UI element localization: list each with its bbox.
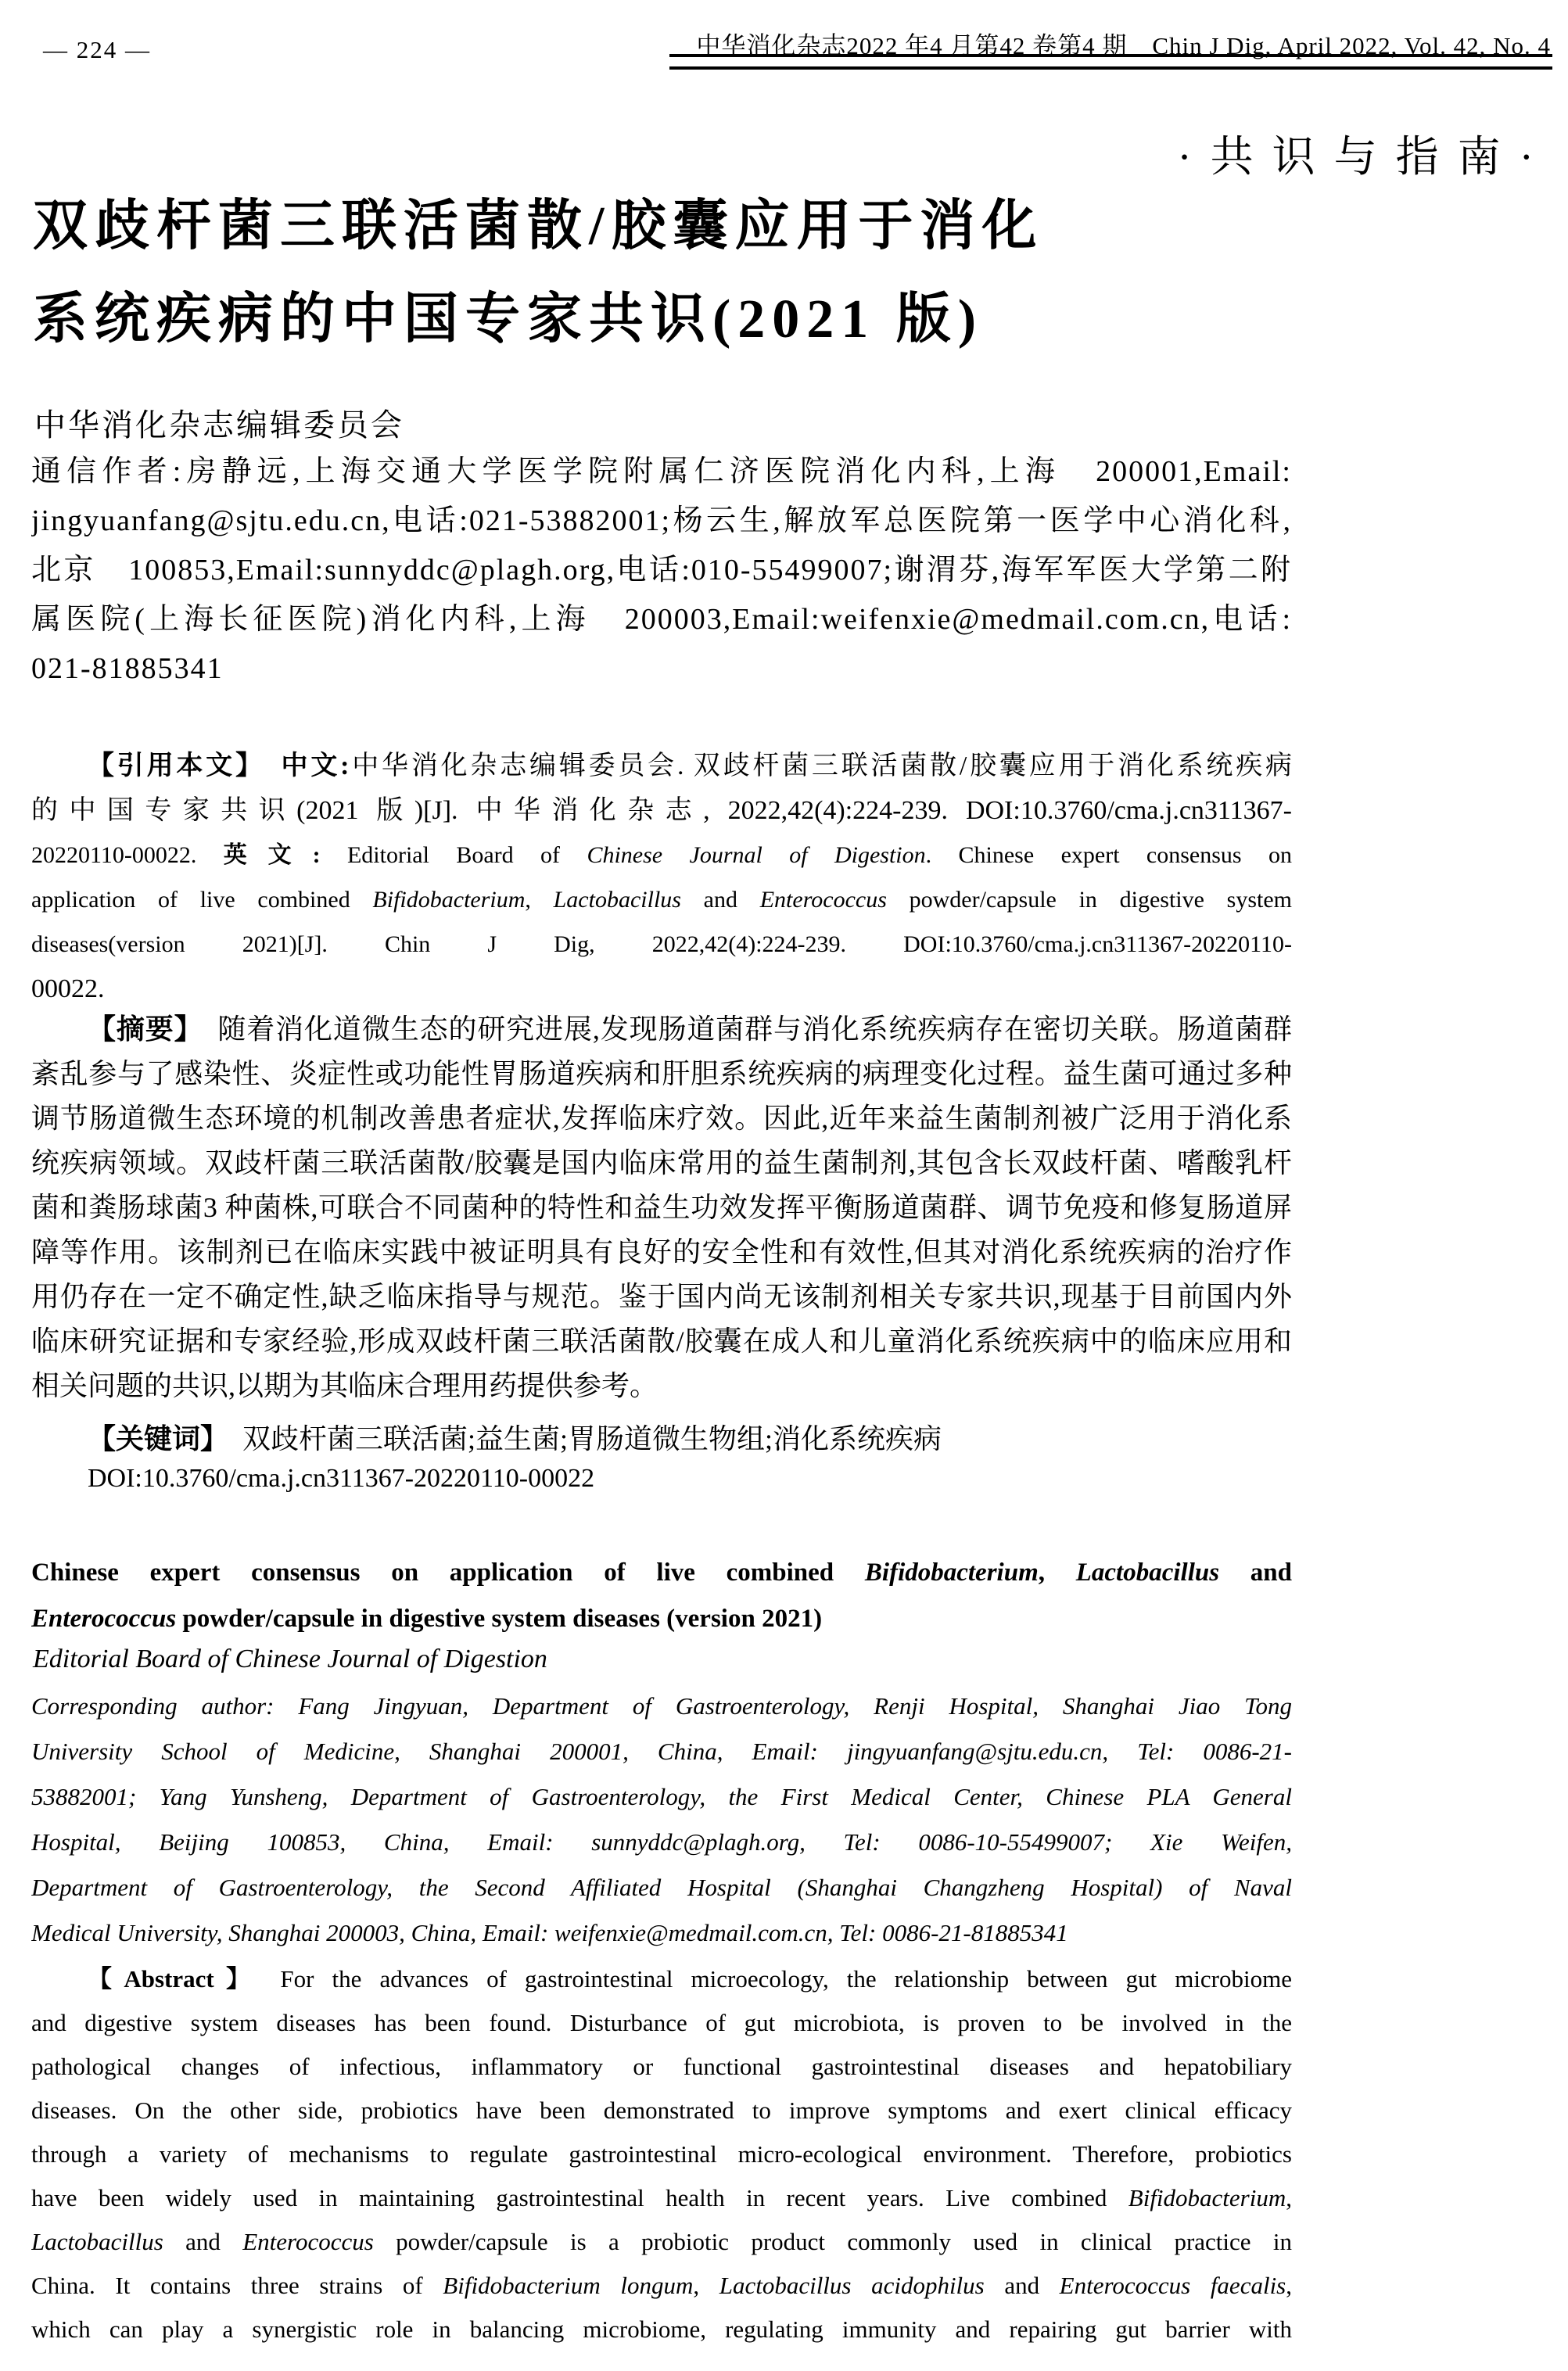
text-line: have been widely used in maintaining gastrointestinal health in recent years. Live combined Bifidobacterium, [31,2184,1292,2211]
text-line: 统疾病领域。双歧杆菌三联活菌散/胶囊是国内临床常用的益生菌制剂,其包含长双歧杆菌、嗜酸乳杆 [31,1147,1292,1178]
text-line: 【引用本文】 中文:中华消化杂志编辑委员会. 双歧杆菌三联活菌散/胶囊应用于消化系统疾病 [88,751,1292,780]
page-number: — 224 — [43,36,151,63]
text-line: 的中国专家共识(2021 版)[J]. 中华消化杂志, 2022,42(4):224-239. DOI:10.3760/cma.j.cn311367- [31,796,1292,825]
text-line: Medical University, Shanghai 200003, China, Email: weifenxie@medmail.com.cn, Tel: 0086-21-81885341 [31,1919,1068,1946]
text-line: Department of Gastroenterology, the Second Affiliated Hospital (Shanghai Changzheng Hospital) of Naval [31,1874,1292,1901]
text-line: 紊乱参与了感染性、炎症性或功能性胃肠道疾病和肝胆系统疾病的病理变化过程。益生菌可通过多种 [31,1058,1292,1089]
text-line: application of live combined Bifidobacterium, Lactobacillus and Enterococcus powder/capsule in digestive system [31,887,1292,913]
editorial-board-en: Editorial Board of Chinese Journal of Digestion [33,1645,547,1673]
text-line: Corresponding author: Fang Jingyuan, Department of Gastroenterology, Renji Hospital, Shanghai Jiao Tong [31,1692,1292,1720]
text-line: 用仍存在一定不确定性,缺乏临床指导与规范。鉴于国内尚无该制剂相关专家共识,现基于目前国内外 [31,1281,1292,1312]
text-line: diseases(version 2021)[J]. Chin J Dig, 2022,42(4):224-239. DOI:10.3760/cma.j.cn311367-20220110- [31,931,1292,957]
author-byline: 中华消化杂志编辑委员会 [34,407,404,443]
title-en-line: Chinese expert consensus on application of live combined Bifidobacterium, Lactobacillus and [31,1559,1292,1587]
correspondence-en [31,1684,1292,1956]
doi: DOI:10.3760/cma.j.cn311367-20220110-00022 [88,1464,595,1493]
text-line: 通信作者:房静远,上海交通大学医学院附属仁济医院消化内科,上海 200001,Email: [31,455,1292,488]
text-line: 53882001; Yang Yunsheng, Department of Gastroenterology, the First Medical Center, Chinese PLA General [31,1783,1292,1810]
text-line: Lactobacillus and Enterococcus powder/capsule is a probiotic product commonly used in clinical practice in [31,2228,1292,2255]
citation-block [31,744,1292,1011]
text-line: through a variety of mechanisms to regulate gastrointestinal micro-ecological environment. Therefore, probiotics [31,2140,1292,2168]
text-line: which can play a synergistic role in balancing microbiome, regulating immunity and repairing gut barrier with [31,2315,1292,2343]
text-line: China. It contains three strains of Bifidobacterium longum, Lactobacillus acidophilus and Enterococcus faecalis, [31,2272,1292,2299]
text-line: 20220110-00022. 英文: Editorial Board of Chinese Journal of Digestion. Chinese expert consensus on [31,842,1292,868]
text-line: 障等作用。该制剂已在临床实践中被证明具有良好的安全性和有效性,但其对消化系统疾病的治疗作 [31,1236,1292,1268]
title-line: 系统疾病的中国专家共识(2021 版) [33,289,984,350]
correspondence-cn [31,447,1292,694]
text-line: 【摘要】 随着消化道微生态的研究进展,发现肠道菌群与消化系统疾病存在密切关联。肠道菌群 [88,1013,1292,1045]
article-title [33,180,1043,366]
keywords-cn: 【关键词】 双歧杆菌三联活菌;益生菌;胃肠道微生物组;消化系统疾病 [88,1423,942,1455]
text-line: 021-81885341 [31,652,224,685]
abstract-en [31,1957,1292,2351]
title-en-line: Enterococcus powder/capsule in digestive system diseases (version 2021) [31,1605,823,1633]
text-line: and digestive system diseases has been found. Disturbance of gut microbiota, is proven to be involved in the [31,2009,1292,2036]
header-double-rule [669,54,1552,70]
text-line: 00022. [31,974,105,1003]
article-category: ·共识与指南· [1177,133,1552,181]
abstract-cn [31,1007,1292,1408]
text-line: jingyuanfang@sjtu.edu.cn,电话:021-53882001;杨云生,解放军总医院第一医学中心消化科, [31,504,1292,537]
text-line: University School of Medicine, Shanghai 200001, China, Email: jingyuanfang@sjtu.edu.cn, Tel: 0086-21- [31,1738,1292,1765]
text-line: diseases. On the other side, probiotics have been demonstrated to improve symptoms and exert clinical efficacy [31,2097,1292,2124]
text-line: 调节肠道微生态环境的机制改善患者症状,发挥临床疗效。因此,近年来益生菌制剂被广泛用于消化系 [31,1103,1292,1134]
article-title-en [31,1550,1292,1642]
text-line: 临床研究证据和专家经验,形成双歧杆菌三联活菌散/胶囊在成人和儿童消化系统疾病中的临床应用和 [31,1325,1292,1357]
text-line: Hospital, Beijing 100853, China, Email: sunnyddc@plagh.org, Tel: 0086-10-55499007; Xie Weifen, [31,1828,1292,1856]
text-line: 相关问题的共识,以期为其临床合理用药提供参考。 [31,1370,658,1401]
text-line: 属医院(上海长征医院)消化内科,上海 200003,Email:weifenxie@medmail.com.cn,电话: [31,603,1292,636]
journal-header: 中华消化杂志2022 年4 月第42 卷第4 期 Chin J Dig, April 2022, Vol. 42, No. 4 [696,32,1551,59]
text-line: pathological changes of infectious, inflammatory or functional gastrointestinal diseases and hepatobiliary [31,2053,1292,2080]
text-line: 【Abstract】 For the advances of gastrointestinal microecology, the relationship between gut microbiome [88,1965,1292,1993]
text-line: 北京 100853,Email:sunnyddc@plagh.org,电话:010-55499007;谢渭芬,海军军医大学第二附 [31,554,1292,586]
title-line: 双歧杆菌三联活菌散/胶囊应用于消化 [33,196,1044,256]
text-line: 菌和粪肠球菌3 种菌株,可联合不同菌种的特性和益生功效发挥平衡肠道菌群、调节免疫和修复肠道屏 [31,1192,1292,1223]
